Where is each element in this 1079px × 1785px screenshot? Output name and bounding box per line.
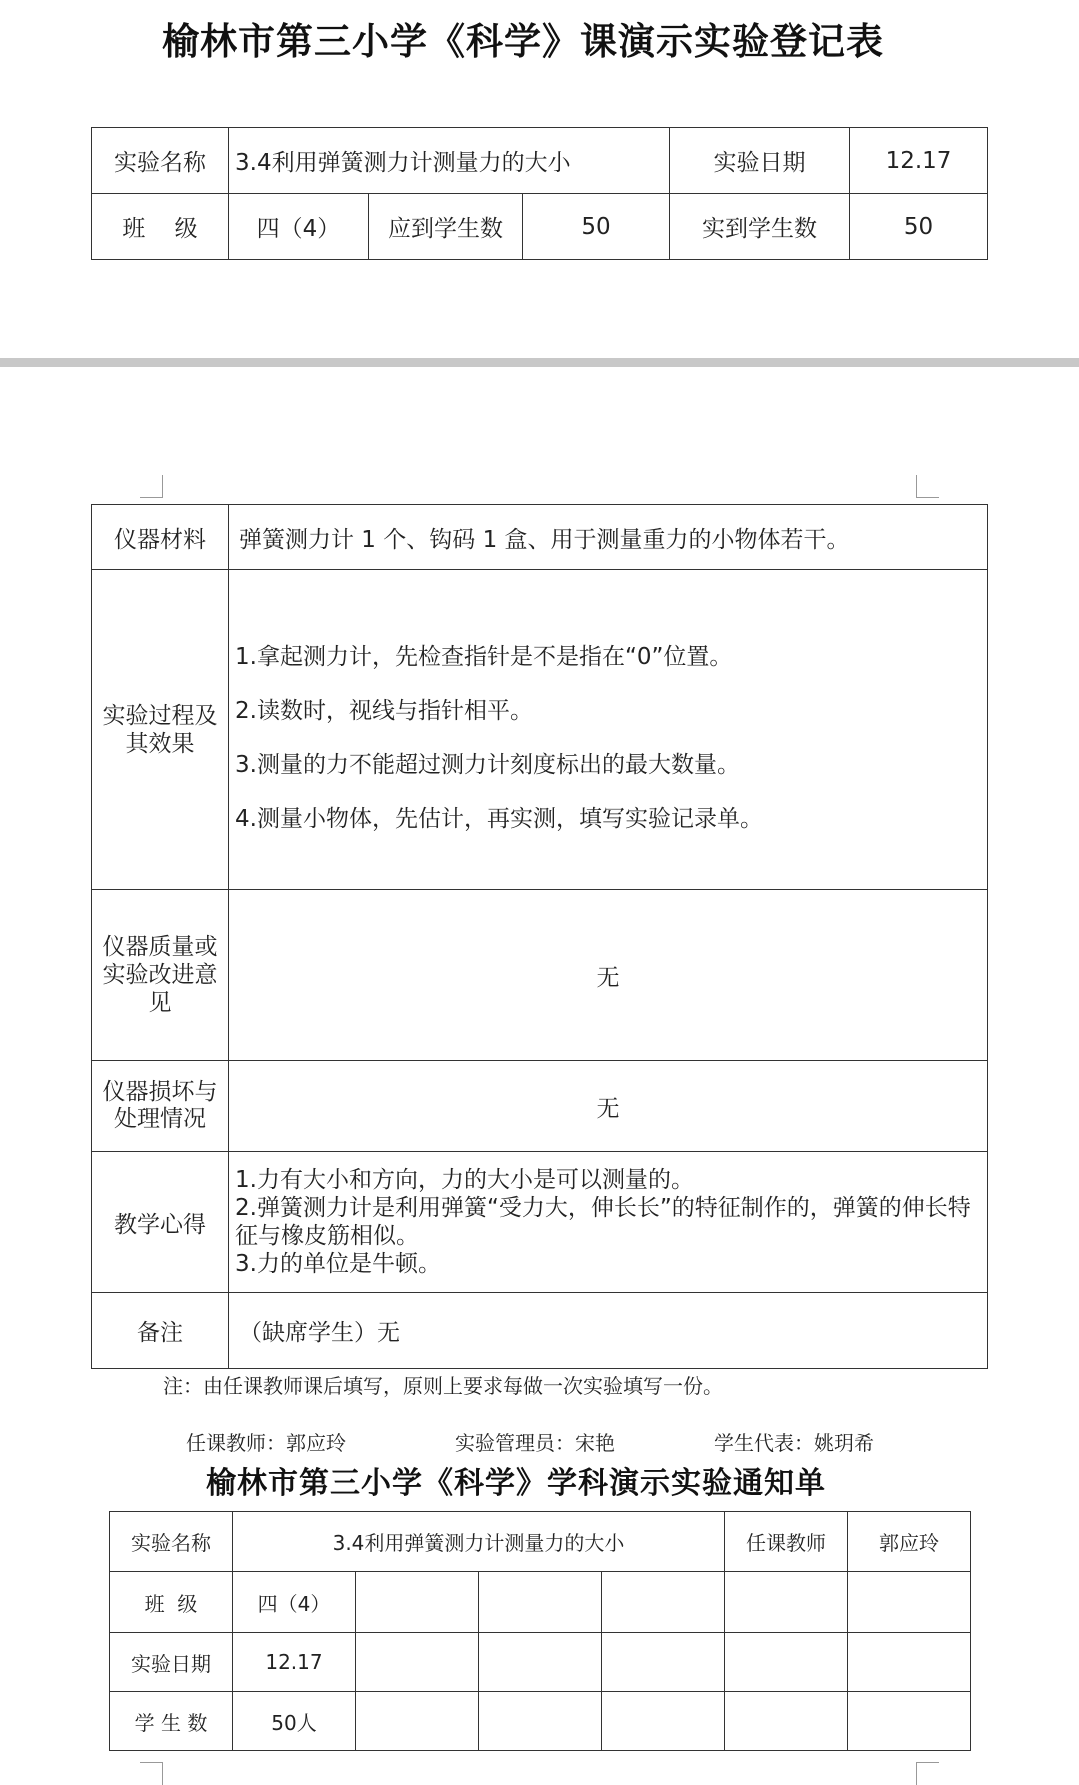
quality-label: 仪器质量或实验改进意见 xyxy=(92,890,229,1061)
expected-students: 50 xyxy=(523,194,670,260)
process-label: 实验过程及其效果 xyxy=(92,570,229,890)
insight-item: 2.弹簧测力计是利用弹簧“受力大，伸长长”的特征制作的，弹簧的伸长特征与橡皮筋相似。 xyxy=(235,1195,971,1249)
actual-students: 50 xyxy=(850,194,988,260)
student-signature: 学生代表：姚玥希 xyxy=(714,1431,874,1455)
notice-date: 12.17 xyxy=(233,1633,356,1692)
notice-name: 3.4利用弹簧测力计测量力的大小 xyxy=(233,1512,725,1572)
actual-students-label: 实到学生数 xyxy=(670,194,850,260)
empty-cell xyxy=(356,1692,479,1751)
notice-students: 50人 xyxy=(233,1692,356,1751)
empty-cell xyxy=(602,1633,725,1692)
insight-item: 1.力有大小和方向，力的大小是可以测量的。 xyxy=(235,1167,694,1193)
notice-name-label: 实验名称 xyxy=(110,1512,233,1572)
notice-class: 四（4） xyxy=(233,1572,356,1633)
class-label: 班 级 xyxy=(92,194,229,260)
crop-mark xyxy=(916,475,939,498)
admin-signature: 实验管理员：宋艳 xyxy=(455,1431,615,1455)
registration-table xyxy=(91,127,988,260)
notice-teacher-label: 任课教师 xyxy=(725,1512,848,1572)
empty-cell xyxy=(725,1633,848,1692)
materials-value: 弹簧测力计 1 个、钩码 1 盒、用于测量重力的小物体若干。 xyxy=(229,505,988,570)
expected-students-label: 应到学生数 xyxy=(369,194,523,260)
empty-cell xyxy=(725,1572,848,1633)
insight-item: 3.力的单位是牛顿。 xyxy=(235,1251,441,1277)
notice-students-label: 学 生 数 xyxy=(110,1692,233,1751)
empty-cell xyxy=(356,1572,479,1633)
remark-label: 备注 xyxy=(92,1293,229,1369)
empty-cell xyxy=(848,1572,971,1633)
notice-date-label: 实验日期 xyxy=(110,1633,233,1692)
empty-cell xyxy=(479,1692,602,1751)
empty-cell xyxy=(848,1692,971,1751)
experiment-name-label: 实验名称 xyxy=(92,128,229,194)
details-table xyxy=(91,504,988,1369)
experiment-date: 12.17 xyxy=(850,128,988,194)
notice-teacher: 郭应玲 xyxy=(848,1512,971,1572)
crop-mark xyxy=(140,1762,163,1785)
process-step: 1.拿起测力计，先检查指针是不是指在“0”位置。 xyxy=(235,643,733,670)
quality-value: 无 xyxy=(229,890,988,1061)
footnote: 注：由任课教师课后填写，原则上要求每做一次实验填写一份。 xyxy=(163,1374,723,1398)
experiment-name: 3.4利用弹簧测力计测量力的大小 xyxy=(229,128,670,194)
insight-label: 教学心得 xyxy=(92,1152,229,1293)
empty-cell xyxy=(479,1633,602,1692)
damage-label: 仪器损坏与处理情况 xyxy=(92,1061,229,1152)
teacher-signature: 任课教师：郭应玲 xyxy=(186,1431,346,1455)
process-step: 2.读数时，视线与指针相平。 xyxy=(235,697,533,724)
materials-label: 仪器材料 xyxy=(92,505,229,570)
damage-value: 无 xyxy=(229,1061,988,1152)
page-title: 榆林市第三小学《科学》课演示实验登记表 xyxy=(162,20,884,63)
notice-table xyxy=(109,1511,971,1751)
process-step: 4.测量小物体，先估计，再实测，填写实验记录单。 xyxy=(235,805,763,832)
empty-cell xyxy=(725,1692,848,1751)
process-step: 3.测量的力不能超过测力计刻度标出的最大数量。 xyxy=(235,751,740,778)
experiment-date-label: 实验日期 xyxy=(670,128,850,194)
crop-mark xyxy=(140,475,163,498)
process-list xyxy=(229,570,988,890)
page-separator xyxy=(0,358,1079,367)
notice-title: 榆林市第三小学《科学》学科演示实验通知单 xyxy=(206,1466,826,1501)
remark-value: （缺席学生）无 xyxy=(229,1293,988,1369)
insight-list xyxy=(229,1152,988,1293)
empty-cell xyxy=(848,1633,971,1692)
notice-class-label: 班 级 xyxy=(110,1572,233,1633)
empty-cell xyxy=(602,1572,725,1633)
class-value: 四（4） xyxy=(229,194,369,260)
crop-mark xyxy=(916,1762,939,1785)
empty-cell xyxy=(356,1633,479,1692)
empty-cell xyxy=(479,1572,602,1633)
empty-cell xyxy=(602,1692,725,1751)
